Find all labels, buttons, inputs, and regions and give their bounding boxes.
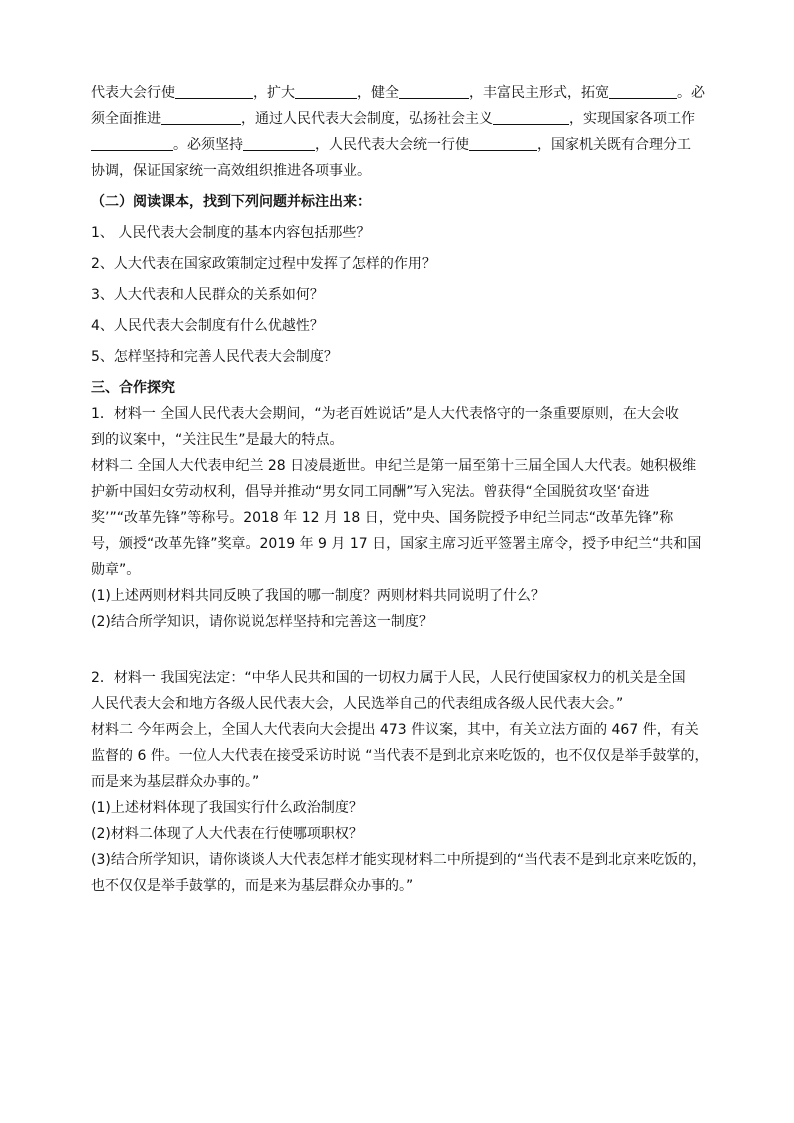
fill-blank[interactable] xyxy=(161,109,241,125)
intro-text: ，实现国家各项工作 xyxy=(569,111,695,127)
intro-text: 代表大会行使 xyxy=(91,85,175,101)
intro-line-2 xyxy=(91,106,711,132)
intro-text: ，人民代表大会统一行使 xyxy=(315,137,469,153)
material-2-2-line: 而是来为基层群众办事的。” xyxy=(91,774,260,790)
reading-question-1: 1、 人民代表大会制度的基本内容包括那些？ xyxy=(91,225,371,241)
question-2-2: (2)材料二体现了人大代表在行使哪项职权？ xyxy=(91,826,363,842)
section-heading-cooperation: 三、合作探究 xyxy=(91,380,175,396)
fill-blank[interactable] xyxy=(175,83,253,99)
fill-blank[interactable] xyxy=(609,83,677,99)
material-1-1-line: 到的议案中，“关注民生”是最大的特点。 xyxy=(91,432,344,448)
material-1-1-line: 1．材料一 全国人民代表大会期间，“为老百姓说话”是人大代表恪守的一条重要原则，在大会收 xyxy=(91,406,679,422)
reading-question-4: 4、人民代表大会制度有什么优越性？ xyxy=(91,318,324,334)
reading-question-2: 2、人大代表在国家政策制定过程中发挥了怎样的作用？ xyxy=(91,256,436,272)
intro-text: 须全面推进 xyxy=(91,111,161,127)
material-2-2-line: 监督的 6 件。一位人大代表在接受采访时说 “当代表不是到北京来吃饭的，也不仅仅是举手鼓掌的， xyxy=(91,748,709,764)
question-1-2: (2)结合所学知识，请你说说怎样坚持和完善这一制度？ xyxy=(91,614,433,630)
intro-text: ，国家机关既有合理分工 xyxy=(537,137,691,153)
fill-blank[interactable] xyxy=(91,135,173,151)
material-2-2-line: 材料二 今年两会上，全国人大代表向大会提出 473 件议案，其中，有关立法方面的 467 件，有关 xyxy=(91,722,699,738)
document-content xyxy=(91,80,711,899)
question-2-3: 也不仅仅是举手鼓掌的，而是来为基层群众办事的。” xyxy=(91,878,414,894)
intro-line-1 xyxy=(91,80,711,106)
intro-text: ，扩大 xyxy=(253,85,295,101)
fill-blank[interactable] xyxy=(295,83,357,99)
intro-line-4: 协调，保证国家统一高效组织推进各项事业。 xyxy=(91,163,371,179)
material-1-2-line: 护新中国妇女劳动权利，倡导并推动“男女同工同酬”写入宪法。曾获得“全国脱贫攻坚‘奋进 xyxy=(91,484,650,500)
intro-text: ，通过人民代表大会制度，弘扬社会主义 xyxy=(241,111,493,127)
material-2-1-line: 人民代表大会和地方各级人民代表大会，人民选举自己的代表组成各级人民代表大会。” xyxy=(91,696,624,712)
intro-text: ，健全 xyxy=(357,85,399,101)
fill-blank[interactable] xyxy=(493,109,569,125)
question-2-3: (3)结合所学知识，请你谈谈人大代表怎样才能实现材料二中所提到的“当代表不是到北京来吃饭的， xyxy=(91,852,707,868)
fill-blank[interactable] xyxy=(469,135,537,151)
intro-line-3 xyxy=(91,132,711,158)
question-2-1: (1)上述材料体现了我国实行什么政治制度？ xyxy=(91,800,363,816)
material-1-2-line: 勋章”。 xyxy=(91,562,141,578)
material-1-2-line: 材料二 全国人大代表申纪兰 28 日凌晨逝世。申纪兰是第一届至第十三届全国人大代表。她积极维 xyxy=(91,458,697,474)
question-1-1: (1)上述两则材料共同反映了我国的哪一制度？两则材料共同说明了什么？ xyxy=(91,588,545,604)
material-1-2-line: 奖’”“改革先锋”等称号。2018 年 12 月 18 日，党中央、国务院授予申纪兰同志“改革先锋”称 xyxy=(91,510,674,526)
reading-heading: （二）阅读课本，找到下列问题并标注出来： xyxy=(91,194,371,210)
fill-blank[interactable] xyxy=(399,83,469,99)
material-2-1-line: 2．材料一 我国宪法定：“中华人民共和国的一切权力属于人民，人民行使国家权力的机关是全国 xyxy=(91,670,686,686)
material-1-2-line: 号，颁授“改革先锋”奖章。2019 年 9 月 17 日，国家主席习近平签署主席令，授予申纪兰“共和国 xyxy=(91,536,702,552)
reading-question-5: 5、怎样坚持和完善人民代表大会制度？ xyxy=(91,349,338,365)
fill-blank[interactable] xyxy=(243,135,315,151)
intro-text: ，丰富民主形式，拓宽 xyxy=(469,85,609,101)
reading-question-3: 3、人大代表和人民群众的关系如何？ xyxy=(91,287,324,303)
intro-text: 。必 xyxy=(677,85,705,101)
intro-text: 。必须坚持 xyxy=(173,137,243,153)
